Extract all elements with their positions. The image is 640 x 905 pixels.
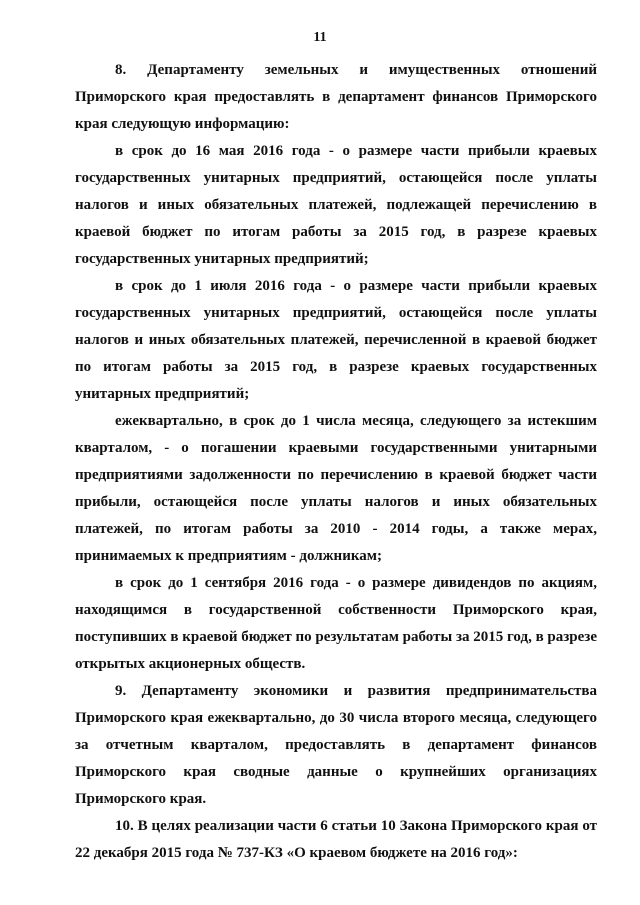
document-body	[75, 57, 597, 867]
paragraph-8-item-september: в срок до 1 сентября 2016 года - о размере дивидендов по акциям, находящимся в государственной собственности Приморского края, поступивших в краевой бюджет по результатам работы за 2015 год, в разрезе открытых акционерных обществ.	[75, 575, 597, 672]
paragraph-8: 8. Департаменту земельных и имущественных отношений Приморского края предоставлять в департамент финансов Приморского края следующую информацию:	[75, 62, 597, 132]
paragraph-10: 10. В целях реализации части 6 статьи 10 Закона Приморского края от 22 декабря 2015 года № 737-КЗ «О краевом бюджете на 2016 год»:	[75, 818, 597, 861]
paragraph-9: 9. Департаменту экономики и развития предпринимательства Приморского края ежеквартально, до 30 числа второго месяца, следующего за отчетным кварталом, предоставлять в департамент финансов Приморского края сводные данные о крупнейших организациях Приморского края.	[75, 683, 597, 807]
paragraph-8-item-quarterly: ежеквартально, в срок до 1 числа месяца, следующего за истекшим кварталом, - о погашении краевыми государственными унитарными предприятиями задолженности по перечислению в краевой бюджет части прибыли, остающейся после уплаты налогов и иных обязательных платежей, по итогам работы за 2010 - 2014 годы, а также мерах, принимаемых к предприятиям - должникам;	[75, 413, 597, 564]
paragraph-8-item-may: в срок до 16 мая 2016 года - о размере части прибыли краевых государственных унитарных предприятий, остающейся после уплаты налогов и иных обязательных платежей, подлежащей перечислению в краевой бюджет по итогам работы за 2015 год, в разрезе краевых государственных унитарных предприятий;	[75, 143, 597, 267]
paragraph-8-item-july: в срок до 1 июля 2016 года - о размере части прибыли краевых государственных унитарных предприятий, остающейся после уплаты налогов и иных обязательных платежей, перечисленной в краевой бюджет по итогам работы за 2015 год, в разрезе краевых государственных унитарных предприятий;	[75, 278, 597, 402]
page-number: 11	[313, 30, 327, 45]
